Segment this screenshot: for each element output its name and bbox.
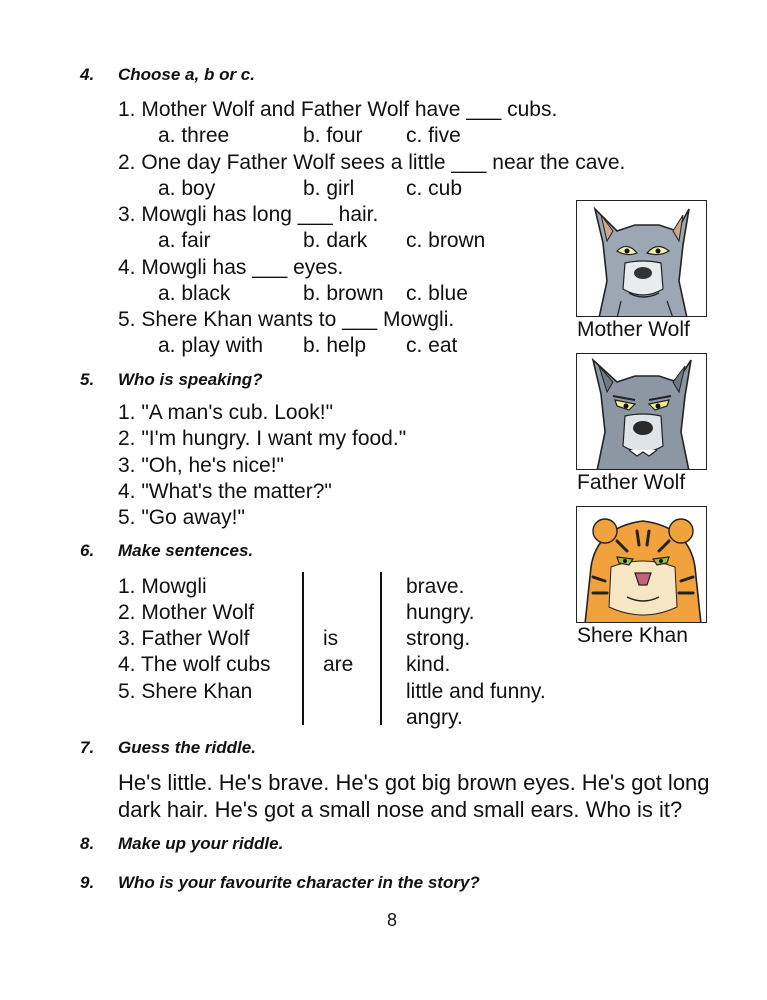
- section-9-title: Who is your favourite character in the story?: [118, 873, 480, 892]
- section-6-title: Make sentences.: [118, 541, 254, 560]
- mcq-option-3a: a. fair: [158, 229, 211, 252]
- mcq-option-4c: c. blue: [406, 282, 468, 305]
- adjective-4: kind.: [406, 653, 451, 676]
- mother-wolf-caption: Mother Wolf: [577, 318, 690, 341]
- shere-khan-picture: [576, 506, 707, 623]
- riddle-line-1: He's little. He's brave. He's got big brown eyes. He's got long: [118, 770, 710, 795]
- section-7-number: 7.: [80, 738, 95, 757]
- mcq-option-4a: a. black: [158, 282, 231, 305]
- mcq-option-3c: c. brown: [406, 229, 486, 252]
- page-number: 8: [387, 910, 398, 930]
- subject-4: 4. The wolf cubs: [118, 653, 271, 676]
- mcq-question-1: 1. Mother Wolf and Father Wolf have ___ cubs.: [118, 98, 558, 121]
- subject-1: 1. Mowgli: [118, 575, 207, 598]
- father-wolf-caption: Father Wolf: [577, 471, 686, 494]
- verb-is: is: [323, 627, 339, 650]
- mcq-option-5c: c. eat: [406, 334, 458, 357]
- section-7-title: Guess the riddle.: [118, 738, 256, 757]
- section-4-title: Choose a, b or c.: [118, 65, 255, 84]
- subject-5: 5. Shere Khan: [118, 680, 253, 703]
- section-5-title: Who is speaking?: [118, 370, 263, 389]
- shere-khan-caption: Shere Khan: [577, 624, 688, 647]
- table-divider-left: [302, 572, 304, 725]
- adjective-3: strong.: [406, 627, 471, 650]
- adjective-5: little and funny.: [406, 680, 546, 703]
- section-8-number: 8.: [80, 834, 95, 853]
- section-6-number: 6.: [80, 541, 95, 560]
- verb-are: are: [323, 653, 354, 676]
- mcq-question-3: 3. Mowgli has long ___ hair.: [118, 203, 379, 226]
- mcq-question-5: 5. Shere Khan wants to ___ Mowgli.: [118, 308, 455, 331]
- adjective-1: brave.: [406, 575, 465, 598]
- section-4-number: 4.: [80, 65, 95, 84]
- mother-wolf-picture: [576, 200, 707, 317]
- mcq-option-1a: a. three: [158, 124, 230, 147]
- table-divider-right: [380, 572, 382, 725]
- father-wolf-picture: [576, 353, 707, 470]
- riddle-line-2: dark hair. He's got a small nose and small ears. Who is it?: [118, 797, 683, 822]
- mcq-option-2b: b. girl: [303, 177, 355, 200]
- speaking-item-3: 3. "Oh, he's nice!": [118, 454, 285, 477]
- speaking-item-1: 1. "A man's cub. Look!": [118, 401, 334, 424]
- mcq-option-5b: b. help: [303, 334, 367, 357]
- mcq-option-2a: a. boy: [158, 177, 216, 200]
- subject-2: 2. Mother Wolf: [118, 601, 255, 624]
- mcq-option-5a: a. play with: [158, 334, 264, 357]
- adjective-2: hungry.: [406, 601, 475, 624]
- father-wolf-illustration: [577, 354, 707, 470]
- speaking-item-4: 4. "What's the matter?": [118, 480, 332, 503]
- mcq-option-2c: c. cub: [406, 177, 463, 200]
- speaking-item-2: 2. "I'm hungry. I want my food.": [118, 427, 407, 450]
- mother-wolf-illustration: [577, 201, 707, 317]
- section-8-title: Make up your riddle.: [118, 834, 284, 853]
- adjective-6: angry.: [406, 706, 463, 729]
- mcq-question-4: 4. Mowgli has ___ eyes.: [118, 256, 344, 279]
- section-9-number: 9.: [80, 873, 95, 892]
- section-5-number: 5.: [80, 370, 95, 389]
- mcq-question-2: 2. One day Father Wolf sees a little ___ near the cave.: [118, 151, 626, 174]
- mcq-option-3b: b. dark: [303, 229, 368, 252]
- mcq-option-1c: c. five: [406, 124, 461, 147]
- speaking-item-5: 5. "Go away!": [118, 506, 245, 529]
- mcq-option-4b: b. brown: [303, 282, 384, 305]
- subject-3: 3. Father Wolf: [118, 627, 250, 650]
- shere-khan-illustration: [577, 507, 707, 623]
- mcq-option-1b: b. four: [303, 124, 363, 147]
